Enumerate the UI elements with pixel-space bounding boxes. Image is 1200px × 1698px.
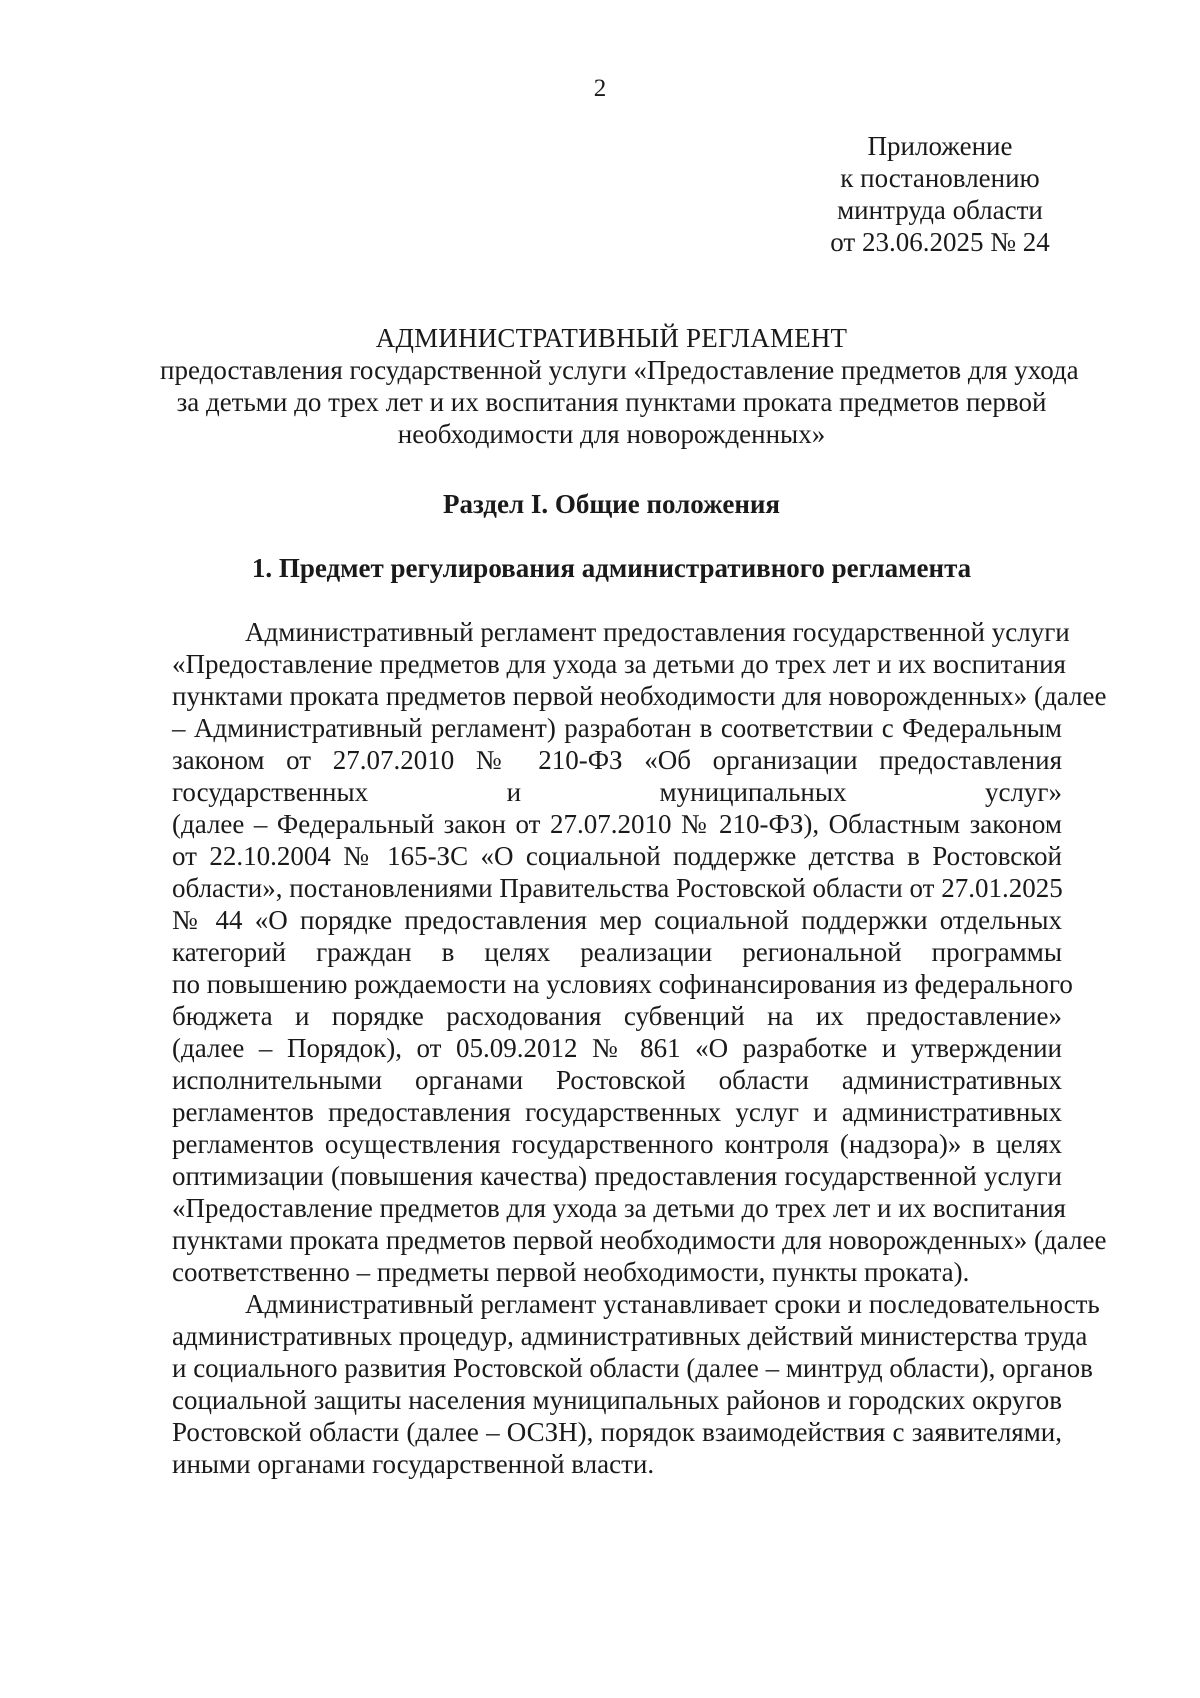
body-line: законом от 27.07.2010 № 210-ФЗ «Об организации предоставления (172, 745, 1062, 775)
body-line: административных процедур, административных действий министерства труда (172, 1321, 1088, 1351)
appendix-line: минтруда области (837, 195, 1043, 225)
body-line: пунктами проката предметов первой необходимости для новорожденных» (далее (172, 1225, 1107, 1255)
body-line: бюджета и порядке расходования субвенций на их предоставление» (172, 1001, 1062, 1031)
appendix-line: от 23.06.2025 № 24 (830, 227, 1050, 257)
document-title-block (160, 322, 1079, 450)
body-paragraph (172, 1288, 1100, 1480)
body-line: и социального развития Ростовской области (далее – минтруд области), органов (172, 1353, 1093, 1383)
document-subtitle (160, 354, 1079, 450)
body-line: области», постановлениями Правительства Ростовской области от 27.01.2025 (172, 873, 1063, 903)
body-line: категорий граждан в целях реализации региональной программы (172, 937, 1062, 967)
body-paragraph (172, 616, 1107, 1288)
section-heading: Раздел I. Общие положения (442, 489, 781, 519)
appendix-reference (790, 130, 1090, 258)
body-line: пунктами проката предметов первой необходимости для новорожденных» (далее (172, 681, 1107, 711)
subtitle-line: необходимости для новорожденных» (397, 419, 826, 449)
body-line: Ростовской области (далее – ОСЗН), порядок взаимодействия с заявителями, (172, 1417, 1062, 1447)
body-line: № 44 «О порядке предоставления мер социальной поддержки отдельных (172, 905, 1062, 935)
body-line: Административный регламент предоставления государственной услуги (245, 617, 1070, 647)
body-line: – Административный регламент) разработан в соответствии с Федеральным (172, 713, 1062, 743)
body-line: исполнительными органами Ростовской области административных (172, 1065, 1062, 1095)
body-line: Административный регламент устанавливает сроки и последовательность (245, 1289, 1100, 1319)
appendix-line: Приложение (867, 131, 1013, 161)
body-line: иными органами государственной власти. (172, 1449, 655, 1479)
body-line: социальной защиты населения муниципальных районов и городских округов (172, 1385, 1062, 1415)
body-line: соответственно – предметы первой необходимости, пункты проката). (172, 1257, 970, 1287)
body-line: «Предоставление предметов для ухода за детьми до трех лет и их воспитания (172, 649, 1066, 679)
body-line: (далее – Федеральный закон от 27.07.2010 № 210-ФЗ), Областным законом (172, 809, 1062, 839)
body-line: «Предоставление предметов для ухода за детьми до трех лет и их воспитания (172, 1193, 1066, 1223)
body-line: регламентов осуществления государственного контроля (надзора)» в целях (172, 1129, 1062, 1159)
subsection-heading: 1. Предмет регулирования административного регламента (251, 553, 972, 583)
subtitle-line: за детьми до трех лет и их воспитания пунктами проката предметов первой (176, 387, 1047, 417)
page-number: 2 (593, 75, 607, 102)
subtitle-line: предоставления государственной услуги «Предоставление предметов для ухода (160, 355, 1079, 385)
body-line: (далее – Порядок), от 05.09.2012 № 861 «О разработке и утверждении (172, 1033, 1062, 1063)
body-text (172, 616, 1107, 1480)
body-line: от 22.10.2004 № 165-ЗС «О социальной поддержке детства в Ростовской (172, 841, 1062, 871)
body-line: регламентов предоставления государственных услуг и административных (172, 1097, 1062, 1127)
document-title: АДМИНИСТРАТИВНЫЙ РЕГЛАМЕНТ (375, 323, 848, 353)
body-line: оптимизации (повышения качества) предоставления государственной услуги (172, 1161, 1062, 1191)
body-line: по повышению рождаемости на условиях софинансирования из федерального (172, 969, 1073, 999)
body-line: государственных и муниципальных услуг» (172, 777, 1062, 807)
appendix-line: к постановлению (840, 163, 1040, 193)
